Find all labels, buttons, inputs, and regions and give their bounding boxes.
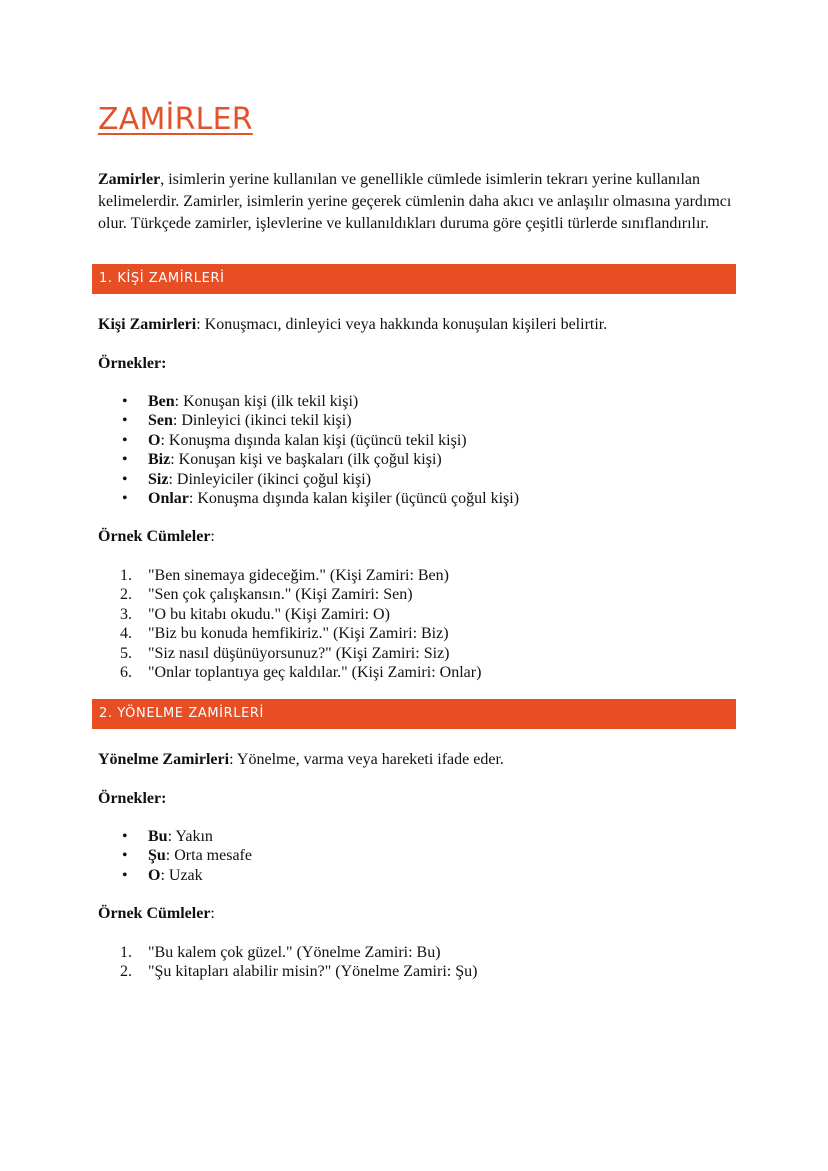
example-term: O [148, 866, 161, 884]
definition-text: : Yönelme, varma veya hareketi ifade eder. [229, 751, 504, 768]
section-header-kisi-zamirleri: 1. KİŞİ ZAMİRLERİ [92, 264, 736, 294]
sentences-label: Örnek Cümleler [98, 528, 211, 545]
list-number: 2. [120, 963, 132, 981]
sentence-text: "Şu kitapları alabilir misin?" (Yönelme Zamiri: Şu) [148, 963, 478, 981]
example-term: Siz [148, 470, 169, 488]
bullet-icon: • [122, 451, 128, 469]
intro-bold-term: Zamirler [98, 171, 161, 188]
intro-text: , isimlerin yerine kullanılan ve genellikle cümlede isimlerin tekrarı yerine kullanılan kelimelerdir. Zamirler, isimlerin yerine geçerek cümlenin daha akıcı ve anlaşılır olmasına yardımcı olur. Türkçede zamirler, işlevlerine ve kullanıldıkları duruma göre çeşitli türlerde sınıflandırılır. [98, 171, 732, 232]
sentence-text: "Biz bu konuda hemfikiriz." (Kişi Zamiri: Biz) [148, 625, 449, 643]
example-desc: : Konuşma dışında kalan kişi (üçüncü tekil kişi) [160, 431, 467, 449]
list-number: 6. [120, 664, 132, 682]
sentences-label-colon: : [210, 528, 215, 545]
bullet-icon: • [122, 490, 128, 508]
list-item [98, 624, 481, 643]
sentences-label-colon: : [210, 905, 215, 922]
sentence-text: "Siz nasıl düşünüyorsunuz?" (Kişi Zamiri: Siz) [148, 644, 450, 662]
sentence-text: "Sen çok çalışkansın." (Kişi Zamiri: Sen) [148, 586, 413, 604]
list-item [98, 566, 481, 585]
section-2-examples-list [98, 827, 252, 885]
list-item [98, 411, 519, 430]
sentence-text: "Bu kalem çok güzel." (Yönelme Zamiri: Bu) [148, 944, 441, 961]
example-desc: : Konuşma dışında kalan kişiler (üçüncü çoğul kişi) [188, 490, 520, 508]
section-1-examples-label [98, 354, 166, 374]
example-desc: : Orta mesafe [165, 847, 252, 865]
sentence-text: "Ben sinemaya gideceğim." (Kişi Zamiri: Ben) [148, 567, 449, 584]
example-desc: : Uzak [160, 866, 203, 884]
sentences-label: Örnek Cümleler [98, 905, 211, 922]
bullet-icon: • [122, 847, 128, 865]
example-desc: : Konuşan kişi ve başkaları (ilk çoğul kişi) [170, 451, 442, 469]
section-header-yonelme-zamirleri: 2. YÖNELME ZAMİRLERİ [92, 699, 736, 729]
list-item [98, 827, 252, 846]
sentence-text: "O bu kitabı okudu." (Kişi Zamiri: O) [148, 605, 390, 623]
list-item [98, 470, 519, 489]
example-term: Ben [148, 393, 175, 410]
example-term: Onlar [148, 490, 189, 508]
list-number: 5. [120, 644, 132, 662]
list-item [98, 431, 519, 450]
list-item [98, 846, 252, 865]
list-number: 4. [120, 625, 132, 643]
bullet-icon: • [122, 866, 128, 884]
example-desc: : Konuşan kişi (ilk tekil kişi) [174, 393, 359, 410]
definition-term: Kişi Zamirleri [98, 316, 197, 333]
bullet-icon: • [122, 470, 128, 488]
section-1-definition [98, 315, 607, 335]
example-term: Biz [148, 451, 171, 469]
list-item [98, 866, 252, 885]
list-item [98, 644, 481, 663]
section-1-sentences-list [98, 566, 481, 682]
example-term: Bu [148, 828, 168, 845]
intro-paragraph [98, 169, 738, 235]
list-item [98, 943, 477, 962]
example-term: Sen [148, 412, 173, 430]
list-number: 1. [120, 567, 132, 584]
section-2-sentences-label [98, 904, 215, 924]
example-term: O [148, 431, 161, 449]
bullet-icon: • [122, 431, 128, 449]
examples-label: Örnekler: [98, 790, 167, 807]
example-desc: : Dinleyici (ikinci tekil kişi) [172, 412, 352, 430]
sentence-text: "Onlar toplantıya geç kaldılar." (Kişi Zamiri: Onlar) [148, 664, 482, 682]
section-2-sentences-list [98, 943, 477, 982]
list-item [98, 450, 519, 469]
list-item [98, 962, 477, 981]
list-number: 1. [120, 944, 132, 961]
list-item [98, 663, 481, 682]
section-2-examples-label [98, 789, 166, 809]
section-1-sentences-label [98, 527, 215, 547]
document-title: ZAMİRLER [98, 102, 253, 137]
section-2-definition [98, 750, 504, 770]
section-1-examples-list [98, 392, 519, 508]
definition-text: : Konuşmacı, dinleyici veya hakkında konuşulan kişileri belirtir. [196, 316, 608, 333]
bullet-icon: • [122, 393, 128, 410]
examples-label: Örnekler: [98, 355, 167, 372]
example-term: Şu [148, 847, 166, 865]
list-item [98, 392, 519, 411]
example-desc: : Yakın [167, 828, 213, 845]
list-item [98, 605, 481, 624]
bullet-icon: • [122, 828, 128, 845]
list-item [98, 489, 519, 508]
list-item [98, 585, 481, 604]
list-number: 3. [120, 605, 132, 623]
definition-term: Yönelme Zamirleri [98, 751, 230, 768]
list-number: 2. [120, 586, 132, 604]
bullet-icon: • [122, 412, 128, 430]
example-desc: : Dinleyiciler (ikinci çoğul kişi) [168, 470, 372, 488]
